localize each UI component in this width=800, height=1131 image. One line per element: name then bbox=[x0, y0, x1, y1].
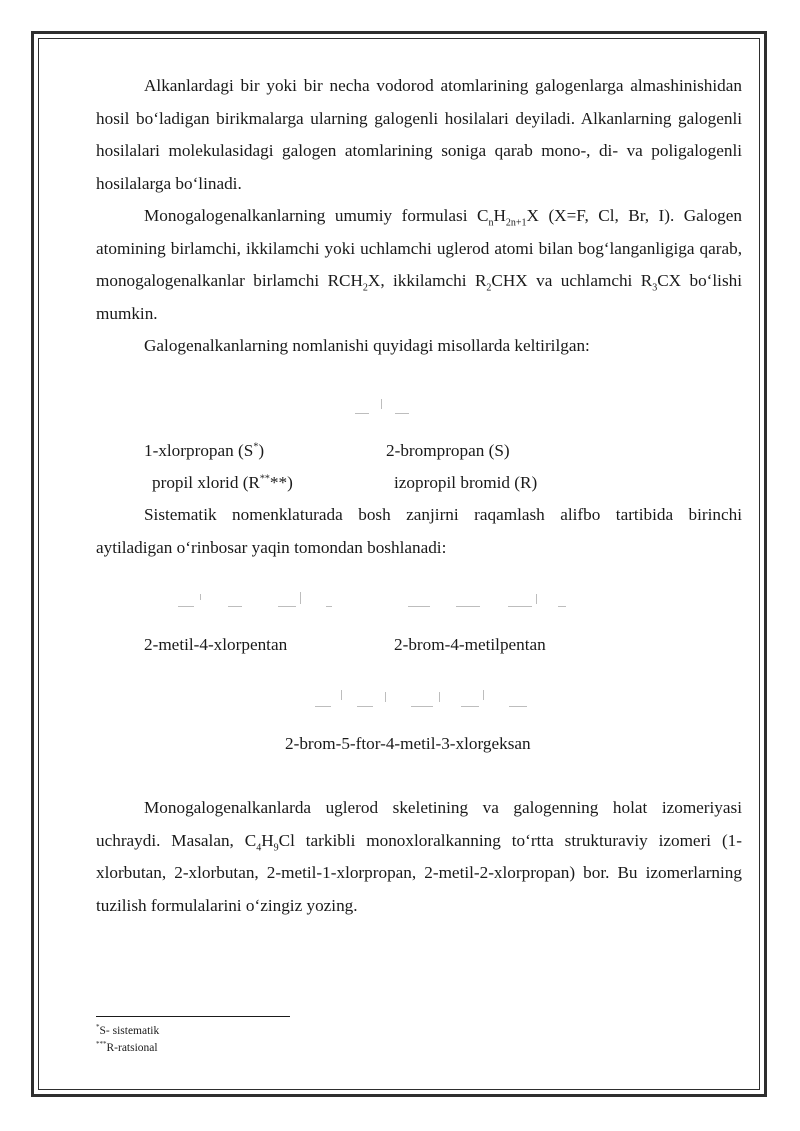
example2-left-name: 2-metil-4-xlorpentan bbox=[144, 635, 288, 654]
paragraph-definition: Alkanlardagi bir yoki bir necha vodorod atomlarining galogenlarga almashinishidan hosil bo‘ladigan birikmalarga ularning galogenli hosilalari deyiladi. Alkanlarning galogenli hosilalari molekulasidagi galogen atomlarining soniga qarab mono-, di- va poligalogenli hosilalarga bo‘linadi. bbox=[96, 76, 742, 193]
example1-left-common: propil xlorid (R****) bbox=[152, 473, 293, 492]
paragraph-isomerism-block bbox=[96, 792, 742, 922]
paragraph-numbering-rule: Sistematik nomenklaturada bosh zanjirni raqamlash alifbo tartibida birinchi aytiladigan o‘rinbosar yaqin tomondan boshlanadi: bbox=[96, 505, 742, 557]
footnote-rational: ***R-ratsional bbox=[96, 1040, 158, 1054]
footnote-divider bbox=[96, 1016, 290, 1017]
structure-example-2-right bbox=[408, 590, 568, 610]
example1-left-name: 1-xlorpropan (S*) bbox=[144, 441, 265, 460]
structure-example-3 bbox=[315, 686, 530, 710]
example1-right-common: izopropil bromid (R) bbox=[394, 473, 538, 492]
paragraph-numbering-block bbox=[96, 499, 742, 564]
footnote-systematic: *S- sistematik bbox=[96, 1023, 160, 1037]
example1-right-name: 2-brompropan (S) bbox=[386, 441, 510, 460]
example2-right-name: 2-brom-4-metilpentan bbox=[394, 635, 546, 654]
structure-example-2-left bbox=[178, 590, 338, 610]
page-content bbox=[96, 70, 742, 363]
example3-name: 2-brom-5-ftor-4-metil-3-xlorgeksan bbox=[285, 734, 531, 753]
paragraph-naming-intro: Galogenalkanlarning nomlanishi quyidagi misollarda keltirilgan: bbox=[144, 336, 590, 355]
structure-example-1 bbox=[355, 395, 425, 415]
paragraph-general-formula: Monogalogenalkanlarning umumiy formulasi $C_nH_{2n+1}X$ (X=F, Cl, Br, I). Galogen atomining birlamchi, ikkilamchi yoki uchlamchi uglerod atomi bilan bog‘langanligiga qarab, monogalogenalkanlar birlamchi $RCH_2X$, ikkilamchi $R_2CHX$ va uchlamchi $R_3CX$ bo‘lishi mumkin. bbox=[96, 206, 742, 323]
paragraph-isomerism: Monogalogenalkanlarda uglerod skeletining va galogenning holat izomeriyasi uchraydi. Masalan, $C_4H_9Cl$ tarkibli monoxloralkanning to‘rtta strukturaviy izomeri (1-xlorbutan, 2-xlorbutan, 2-metil-1-xlorpropan, 2-metil-2-xlorpropan) bor. Bu izomerlarning tuzilish formulalarini o‘zingiz yozing. bbox=[96, 798, 742, 915]
